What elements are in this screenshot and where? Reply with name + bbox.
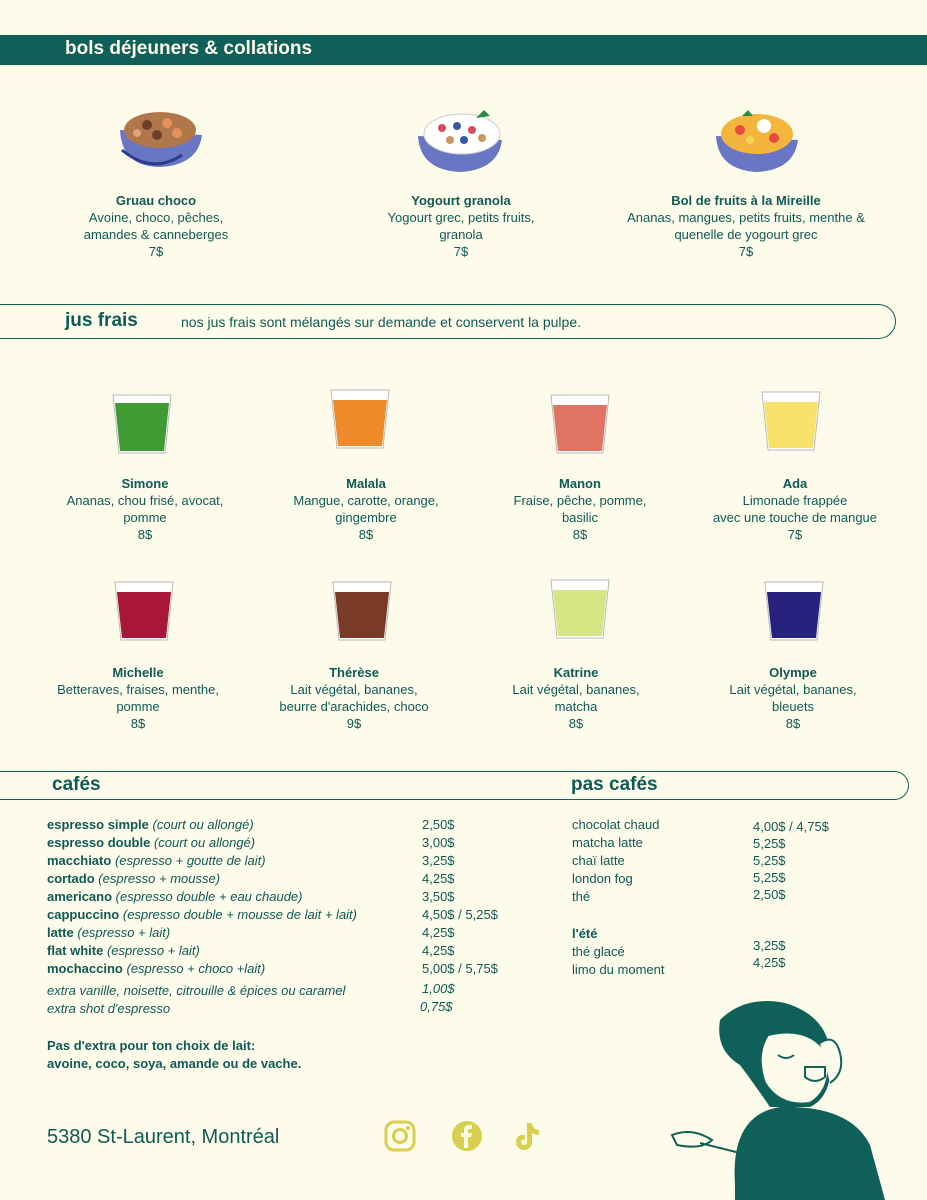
juice-name: Ada xyxy=(782,476,808,491)
juice-price: 8$ xyxy=(358,527,374,542)
juice-glass-brown xyxy=(330,580,394,644)
bowl-name: Yogourt granola xyxy=(411,193,511,208)
cafe-note: (espresso + mousse) xyxy=(98,871,221,886)
cafe-price: 3,25$ xyxy=(422,853,455,868)
cafe-note: (espresso + lait) xyxy=(77,925,171,940)
cafe-note: (espresso + choco +lait) xyxy=(126,961,266,976)
cafe-row xyxy=(47,960,265,978)
pas-cafe-name: limo du moment xyxy=(572,962,665,977)
juice-name: Manon xyxy=(559,476,601,491)
cafe-name: espresso simple xyxy=(47,817,149,832)
summer-title: l'été xyxy=(572,926,598,941)
juice-price: 8$ xyxy=(785,716,801,731)
cafe-price: 4,25$ xyxy=(422,871,455,886)
cafe-note: (espresso + goutte de lait) xyxy=(114,853,266,868)
bowl-price: 7$ xyxy=(738,244,754,259)
juice-desc: basilic xyxy=(561,510,599,525)
juice-desc: Mangue, carotte, orange, xyxy=(293,493,439,508)
juice-price: 9$ xyxy=(346,716,362,731)
juice-item xyxy=(471,664,681,732)
juice-desc: bleuets xyxy=(772,699,814,714)
juice-desc: Lait végétal, bananes, xyxy=(512,682,640,697)
milk-note: avoine, coco, soya, amande ou de vache. xyxy=(47,1056,302,1071)
juice-item xyxy=(33,664,243,732)
juice-desc: pomme xyxy=(123,510,167,525)
cafe-row xyxy=(47,888,303,906)
juice-name: Olympe xyxy=(769,665,817,680)
woman-drinking-illustration xyxy=(660,995,927,1200)
juice-price: 8$ xyxy=(572,527,588,542)
bowl-item xyxy=(605,192,887,260)
cafe-row xyxy=(47,870,220,888)
juice-desc: gingembre xyxy=(335,510,397,525)
pas-cafe-name: london fog xyxy=(572,871,633,886)
juice-desc: Betteraves, fraises, menthe, xyxy=(57,682,219,697)
cafe-row xyxy=(47,816,254,834)
cafe-row xyxy=(47,942,200,960)
pas-cafes-section-title: pas cafés xyxy=(571,774,658,795)
juice-glass-lime xyxy=(548,578,612,642)
cafe-name: mochaccino xyxy=(47,961,123,976)
cafe-note: (espresso double + mousse de lait + lait) xyxy=(122,907,358,922)
cafe-name: macchiato xyxy=(47,853,112,868)
pas-cafe-price: 5,25$ xyxy=(753,870,786,885)
cafe-price: 4,50$ / 5,25$ xyxy=(422,907,498,922)
juice-desc: Limonade frappée xyxy=(742,493,848,508)
bowl-desc: Ananas, mangues, petits fruits, menthe & xyxy=(627,210,865,225)
juice-desc: Ananas, chou frisé, avocat, xyxy=(66,493,224,508)
juice-desc: pomme xyxy=(116,699,160,714)
cafe-note: (espresso double + eau chaude) xyxy=(115,889,303,904)
cafe-price: 5,00$ / 5,75$ xyxy=(422,961,498,976)
bowl-desc: amandes & canneberges xyxy=(83,227,229,242)
cafe-row xyxy=(47,906,357,924)
juice-item xyxy=(475,475,685,543)
juice-glass-red xyxy=(112,580,176,644)
juice-glass-orange xyxy=(328,388,392,452)
instagram-icon[interactable] xyxy=(384,1120,416,1152)
cafe-name: latte xyxy=(47,925,74,940)
pas-cafe-price: 5,25$ xyxy=(753,853,786,868)
bowl-desc: Yogourt grec, petits fruits, xyxy=(387,210,535,225)
juice-name: Malala xyxy=(346,476,386,491)
bowl-name: Bol de fruits à la Mireille xyxy=(671,193,821,208)
juice-subtitle: nos jus frais sont mélangés sur demande et conservent la pulpe. xyxy=(181,314,582,330)
juice-desc: avec une touche de mangue xyxy=(712,510,878,525)
cafe-note: (court ou allongé) xyxy=(152,817,254,832)
cafe-name: cappuccino xyxy=(47,907,120,922)
juice-desc: beurre d'arachides, choco xyxy=(279,699,429,714)
juice-desc: matcha xyxy=(554,699,598,714)
bowl-name: Gruau choco xyxy=(115,193,197,208)
cafe-name: cortado xyxy=(47,871,95,886)
juice-item xyxy=(40,475,250,543)
juice-item xyxy=(261,475,471,543)
juice-price: 7$ xyxy=(787,527,803,542)
pas-cafe-price: 4,00$ / 4,75$ xyxy=(753,819,829,834)
juice-name: Thérèse xyxy=(329,665,379,680)
address: 5380 St-Laurent, Montréal xyxy=(47,1126,280,1148)
juice-price: 8$ xyxy=(130,716,146,731)
extra-row: extra shot d'espresso xyxy=(47,1001,171,1016)
pas-cafe-name: chaï latte xyxy=(572,853,625,868)
juice-glass-green xyxy=(110,393,174,457)
cafe-name: flat white xyxy=(47,943,104,958)
cafes-banner xyxy=(0,771,909,800)
juice-price: 8$ xyxy=(568,716,584,731)
juice-item xyxy=(685,475,905,543)
pas-cafe-price: 5,25$ xyxy=(753,836,786,851)
juice-desc: Lait végétal, bananes, xyxy=(290,682,418,697)
juice-glass-blue xyxy=(762,580,826,644)
fruits-bowl-illustration xyxy=(712,108,802,178)
pas-cafe-name: chocolat chaud xyxy=(572,817,660,832)
yogourt-bowl-illustration xyxy=(412,108,507,178)
juice-name: Michelle xyxy=(112,665,164,680)
extra-row: extra vanille, noisette, citrouille & épices ou caramel xyxy=(47,983,346,998)
cafes-section-title: cafés xyxy=(52,774,101,795)
facebook-icon[interactable] xyxy=(451,1120,483,1152)
pas-cafe-name: thé glacé xyxy=(572,944,625,959)
cafe-name: espresso double xyxy=(47,835,151,850)
juice-desc: Fraise, pêche, pomme, xyxy=(513,493,647,508)
cafe-price: 2,50$ xyxy=(422,817,455,832)
cafe-price: 4,25$ xyxy=(422,943,455,958)
cafe-row xyxy=(47,834,255,852)
bowl-item xyxy=(340,192,582,260)
juice-price: 8$ xyxy=(137,527,153,542)
juice-desc: Lait végétal, bananes, xyxy=(729,682,857,697)
pas-cafe-name: thé xyxy=(572,889,591,904)
juice-glass-yellow xyxy=(759,390,823,454)
cafe-note: (espresso + lait) xyxy=(106,943,200,958)
milk-note: Pas d'extra pour ton choix de lait: xyxy=(47,1038,256,1053)
extra-price: 0,75$ xyxy=(420,999,453,1014)
bowl-item xyxy=(40,192,272,260)
juice-section-title: jus frais xyxy=(65,310,138,331)
pas-cafe-price: 3,25$ xyxy=(753,938,786,953)
cafe-note: (court ou allongé) xyxy=(153,835,256,850)
gruau-bowl-illustration xyxy=(112,105,207,175)
bowls-section-title: bols déjeuners & collations xyxy=(65,38,313,59)
bowl-price: 7$ xyxy=(453,244,469,259)
juice-name: Katrine xyxy=(553,665,599,680)
bowl-price: 7$ xyxy=(148,244,164,259)
juice-glass-pink xyxy=(548,393,612,457)
juice-item xyxy=(688,664,898,732)
pas-cafe-price: 2,50$ xyxy=(753,887,786,902)
cafe-price: 3,50$ xyxy=(422,889,455,904)
bowl-desc: granola xyxy=(439,227,483,242)
bowl-desc: quenelle de yogourt grec xyxy=(674,227,818,242)
cafe-row xyxy=(47,924,170,942)
pas-cafe-price: 4,25$ xyxy=(753,955,786,970)
cafe-row xyxy=(47,852,266,870)
cafe-name: americano xyxy=(47,889,113,904)
juice-name: Simone xyxy=(121,476,169,491)
cafe-price: 4,25$ xyxy=(422,925,455,940)
bowl-desc: Avoine, choco, pêches, xyxy=(88,210,224,225)
tiktok-icon[interactable] xyxy=(512,1120,542,1152)
extra-price: 1,00$ xyxy=(422,981,455,996)
juice-item xyxy=(249,664,459,732)
cafe-price: 3,00$ xyxy=(422,835,455,850)
pas-cafe-name: matcha latte xyxy=(572,835,643,850)
